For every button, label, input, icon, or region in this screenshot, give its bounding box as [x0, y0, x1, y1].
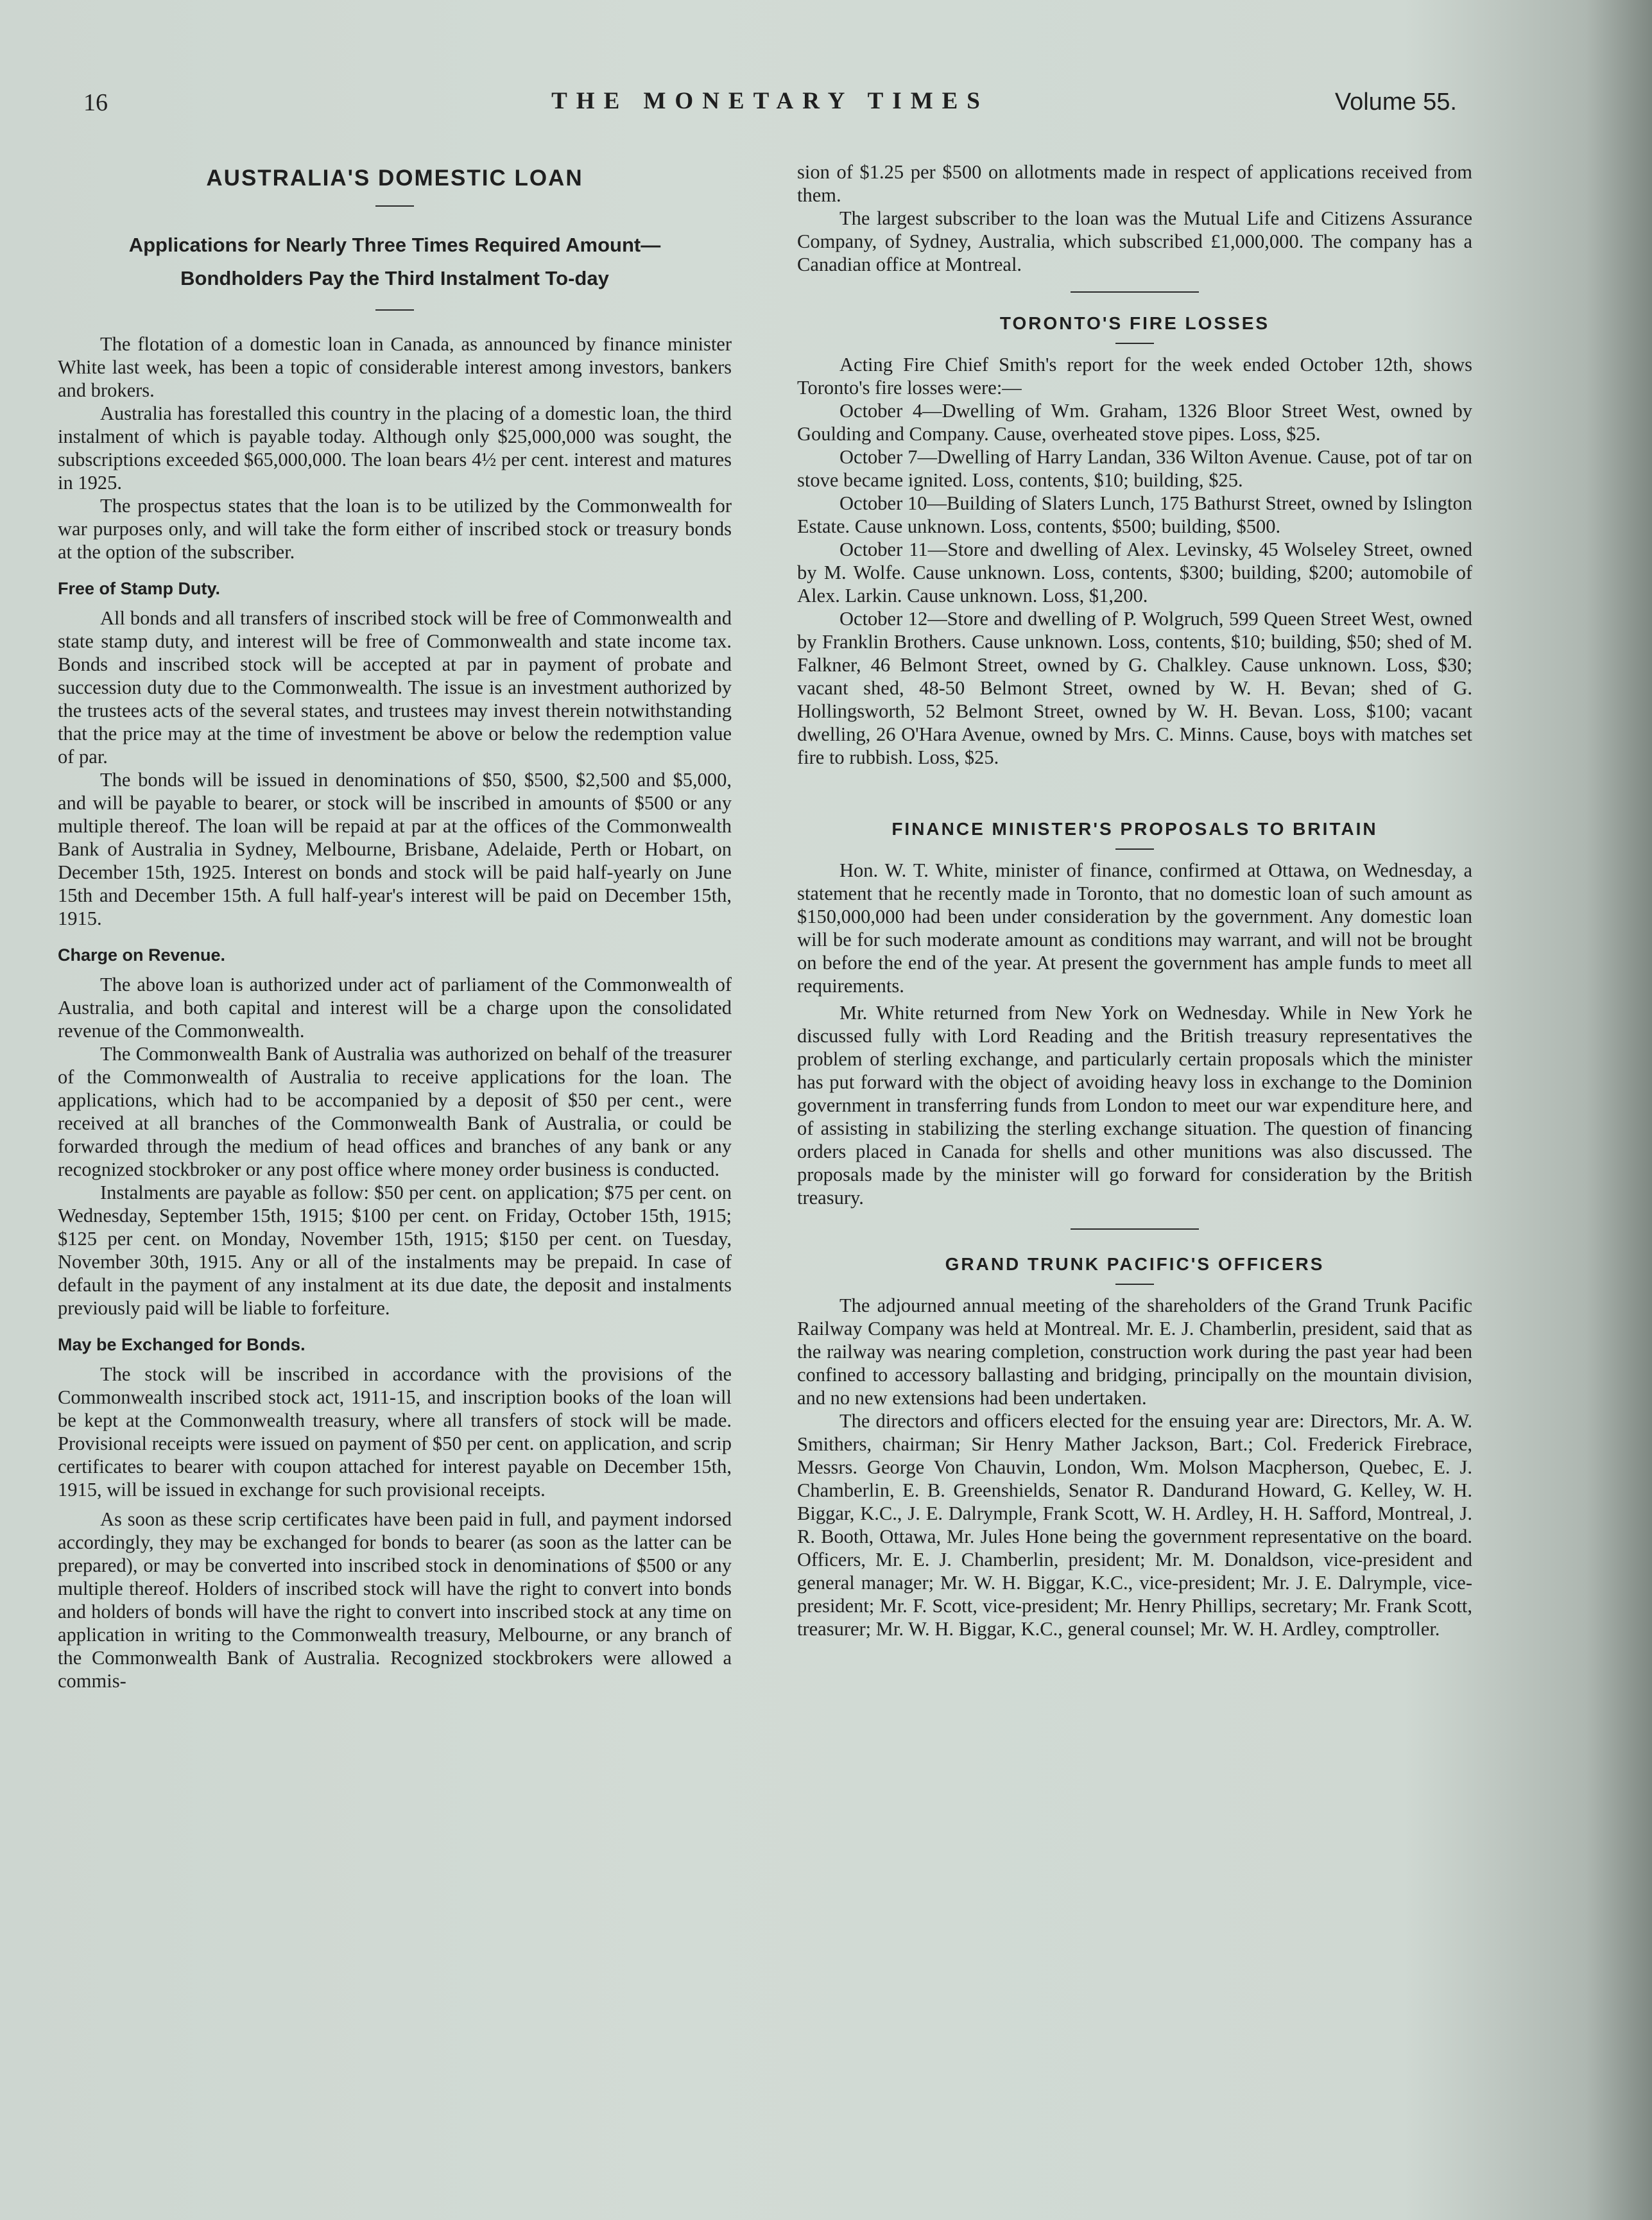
- paragraph: Australia has forestalled this country in the placing of a domestic loan, the third instalment of which is payable today. Although only $25,000,000 was sought, the subscriptions exceeded $65,000,000. The loan bears 4½ per cent. interest and matures in 1925.: [58, 402, 732, 494]
- paragraph: The flotation of a domestic loan in Canada, as announced by finance minister White last week, has been a topic of considerable interest among investors, bankers and brokers.: [58, 333, 732, 401]
- paragraph: sion of $1.25 per $500 on allotments made in respect of applications received from them.: [797, 161, 1472, 206]
- article-separator: [1071, 1228, 1199, 1230]
- masthead: THE MONETARY TIMES: [551, 88, 989, 114]
- paragraph: As soon as these scrip certificates have been paid in full, and payment indorsed accordingly, they may be exchanged for bonds to bearer (as soon as the latter can be prepared), or may be converted into inscribed stock in denominations of $500 or any multiple thereof. Holders of inscribed stock will have the right to convert into bonds and holders of bonds will have the right to convert into inscribed stock at any time on application in writing to the Commonwealth treasury, Melbourne, or any branch of the Commonwealth Bank of Australia. Recognized stockbrokers were allowed a commis-: [58, 1508, 732, 1692]
- left-column: [58, 160, 732, 1692]
- article-title-australia: AUSTRALIA'S DOMESTIC LOAN: [206, 166, 583, 191]
- spacer: [797, 769, 1472, 819]
- paragraph: Acting Fire Chief Smith's report for the week ended October 12th, shows Toronto's fire losses were:—: [797, 354, 1472, 399]
- article-subtitle-line2: Bondholders Pay the Third Instalment To-day: [180, 267, 609, 289]
- paragraph: The largest subscriber to the loan was the Mutual Life and Citizens Assurance Company, of Sydney, Australia, which subscribed £1,000,000. The company has a Canadian office at Montreal.: [797, 207, 1472, 275]
- paragraph: October 7—Dwelling of Harry Landan, 336 Wilton Avenue. Cause, pot of tar on stove became ignited. Loss, contents, $10; building, $25.: [797, 446, 1472, 491]
- article-title-gtp: GRAND TRUNK PACIFIC'S OFFICERS: [945, 1254, 1325, 1274]
- divider: [1115, 848, 1154, 850]
- divider: [375, 205, 414, 207]
- article-subtitle-line1: Applications for Nearly Three Times Required Amount—: [128, 234, 661, 256]
- paragraph: The stock will be inscribed in accordance with the provisions of the Commonwealth inscribed stock act, 1911-15, and inscription books of the loan will be kept at the Commonwealth treasury, where all transfers of stock will be made. Provisional receipts were issued on payment of $50 per cent. on application, and scrip certificates to bearer with coupon attached for interest payable on December 15th, 1915, will be issued in exchange for such provisional receipts.: [58, 1363, 732, 1501]
- section-heading-stamp-duty: Free of Stamp Duty.: [58, 579, 221, 598]
- article-separator: [1071, 291, 1199, 293]
- paragraph: All bonds and all transfers of inscribed stock will be free of Commonwealth and state stamp duty, and interest will be free of Commonwealth and state income tax. Bonds and inscribed stock will be accepted at par in payment of probate and succession duty due to the Commonwealth. The issue is an investment authorized by the trustees acts of the several states, and trustees may invest therein notwithstanding that the price may at the time of investment be above or below the redemption value of par.: [58, 607, 732, 768]
- divider: [375, 309, 414, 311]
- article-title-finance: FINANCE MINISTER'S PROPOSALS TO BRITAIN: [891, 819, 1378, 839]
- divider: [1115, 1284, 1154, 1285]
- paragraph: The prospectus states that the loan is to be utilized by the Commonwealth for war purposes only, and will take the form either of inscribed stock or treasury bonds at the option of the subscriber.: [58, 495, 732, 563]
- volume-label: Volume 55.: [1334, 89, 1457, 116]
- section-heading-exchanged-for-bonds: May be Exchanged for Bonds.: [58, 1335, 305, 1354]
- right-column: [797, 160, 1472, 1640]
- paragraph: October 10—Building of Slaters Lunch, 175 Bathurst Street, owned by Islington Estate. Cause unknown. Loss, contents, $500; building, $500.: [797, 492, 1472, 537]
- page-number: 16: [83, 89, 108, 116]
- paragraph: The bonds will be issued in denominations of $50, $500, $2,500 and $5,000, and will be payable to bearer, or stock will be inscribed in amounts of $500 or any multiple thereof. The loan will be repaid at par at the offices of the Commonwealth Bank of Australia in Sydney, Melbourne, Brisbane, Adelaide, Perth or Hobart, on December 15th, 1925. Interest on bonds and stock will be paid half-yearly on June 15th and December 15th. A full half-year's interest will be paid on December 15th, 1915.: [58, 769, 732, 929]
- paragraph: Mr. White returned from New York on Wednesday. While in New York he discussed fully with Lord Reading and the British treasury representatives the problem of sterling exchange, and particularly certain proposals which the minister has put forward with the object of avoiding heavy loss in exchange to the Dominion government in transferring funds from London to meet our war expenditure here, and of assisting in stabilizing the sterling exchange situation. The question of financing orders placed in Canada for shells and other munitions was also discussed. The proposals made by the minister will go forward for consideration by the British treasury.: [797, 1002, 1472, 1209]
- section-heading-charge-on-revenue: Charge on Revenue.: [58, 945, 226, 965]
- paragraph: Instalments are payable as follow: $50 per cent. on application; $75 per cent. on Wednesday, September 15th, 1915; $100 per cent. on Friday, October 15th, 1915; $125 per cent. on Monday, November 15th, 1915; $150 per cent. on Tuesday, November 30th, 1915. Any or all of the instalments may be prepaid. In case of default in the payment of any instalment at its due date, the deposit and instalments previously paid will be liable to forfeiture.: [58, 1182, 732, 1319]
- paragraph: The adjourned annual meeting of the shareholders of the Grand Trunk Pacific Railway Company was held at Montreal. Mr. E. J. Chamberlin, president, said that as the railway was nearing completion, construction work during the past year had been confined to accessory ballasting and bridging, principally on the mountain division, and no new extensions had been undertaken.: [797, 1295, 1472, 1409]
- paragraph: The above loan is authorized under act of parliament of the Commonwealth of Australia, and both capital and interest will be a charge upon the consolidated revenue of the Commonwealth.: [58, 974, 732, 1042]
- paragraph: The directors and officers elected for the ensuing year are: Directors, Mr. A. W. Smithers, chairman; Sir Henry Mather Jackson, Bart.; Col. Frederick Firebrace, Messrs. George Von Chauvin, London, Wm. Molson Macpherson, Quebec, E. J. Chamberlin, E. B. Greenshields, Senator R. Dandurand Howard, G. Kelley, W. H. Biggar, K.C., J. E. Dalrymple, Frank Scott, W. H. Ardley, H. H. Safford, Montreal, J. R. Booth, Ottawa, Mr. Jules Hone being the government representative on the board. Officers, Mr. E. J. Chamberlin, president; Mr. M. Donaldson, vice-president and general manager; Mr. W. H. Biggar, K.C., vice-president; Mr. J. E. Dalrymple, vice-president; Mr. F. Scott, vice-president; Mr. Henry Phillips, secretary; Mr. Frank Scott, treasurer; Mr. W. H. Biggar, K.C., general counsel; Mr. W. H. Ardley, comptroller.: [797, 1410, 1472, 1640]
- divider: [1115, 343, 1154, 344]
- article-title-toronto: TORONTO'S FIRE LOSSES: [999, 313, 1270, 333]
- paragraph: October 4—Dwelling of Wm. Graham, 1326 Bloor Street West, owned by Goulding and Company. Cause, overheated stove pipes. Loss, $25.: [797, 400, 1472, 445]
- paragraph: October 12—Store and dwelling of P. Wolgruch, 599 Queen Street West, owned by Franklin Brothers. Cause unknown. Loss, contents, $10; building, $50; shed of M. Falkner, 46 Belmont Street, owned by G. Chalkley. Cause unknown. Loss, $30; vacant shed, 48-50 Belmont Street, owned by W. H. Bevan; shed of G. Hollingsworth, 52 Belmont Street, owned by W. H. Bevan. Loss, $100; vacant dwelling, 26 O'Hara Avenue, owned by Mrs. C. Minns. Cause, boys with matches set fire to rubbish. Loss, $25.: [797, 608, 1472, 768]
- paragraph: Hon. W. T. White, minister of finance, confirmed at Ottawa, on Wednesday, a statement that he recently made in Toronto, that no domestic loan of such amount as $150,000,000 had been under consideration by the government. Any domestic loan will be for such moderate amount as conditions may warrant, and will not be brought on before the end of the year. At present the government has ample funds to meet all requirements.: [797, 859, 1472, 997]
- paragraph: October 11—Store and dwelling of Alex. Levinsky, 45 Wolseley Street, owned by M. Wolfe. Cause unknown. Loss, contents, $300; building, $200; automobile of Alex. Larkin. Cause unknown. Loss, $1,200.: [797, 538, 1472, 607]
- page-header: [83, 82, 1457, 121]
- paragraph: The Commonwealth Bank of Australia was authorized on behalf of the treasurer of the Commonwealth of Australia to receive applications for the loan. The applications, which had to be accompanied by a deposit of $50 per cent., were received at all branches of the Commonwealth Bank of Australia, or could be forwarded through the medium of head offices and branches of any bank or any recognized stockbroker or any post office where money order business is conducted.: [58, 1043, 732, 1180]
